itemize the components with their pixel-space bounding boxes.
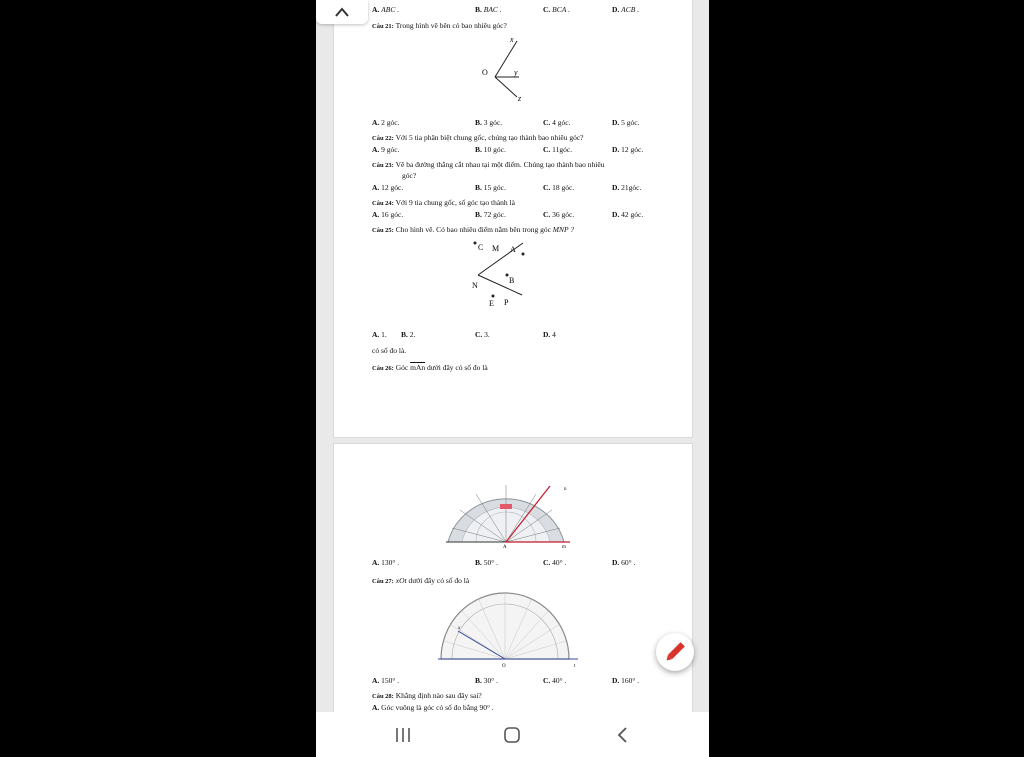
fig-label-x: x <box>458 626 461 631</box>
q22-text: Câu 22: Với 5 tia phân biệt chung gốc, chúng tạo thành bao nhiêu góc? <box>372 133 584 142</box>
q23-option-b: B. 15 góc. <box>475 183 506 192</box>
q26-option-d: D. 60° . <box>612 558 636 567</box>
fig-label-y: y <box>514 68 518 77</box>
phone-screen <box>316 0 709 757</box>
fig-label-a: A <box>503 545 507 550</box>
q27-option-d: D. 160° . <box>612 676 640 685</box>
q21-option-a: A. 2 góc. <box>372 118 400 127</box>
q21-option-c: C. 4 góc. <box>543 118 571 127</box>
q22-option-d: D. 12 góc. <box>612 145 644 154</box>
q27-text: Câu 27: xOt dưới đây có số đo là <box>372 576 470 585</box>
q23-text-cont: góc? <box>402 171 417 180</box>
fig-label-a: A <box>510 245 516 254</box>
document-page-1 <box>333 0 693 438</box>
edit-button[interactable] <box>656 633 694 671</box>
q25-option-b: B. 2. <box>401 330 416 339</box>
q22-option-c: C. 11góc. <box>543 145 573 154</box>
fig-label-o: O <box>482 68 488 77</box>
q21-figure <box>479 35 529 101</box>
q24-text: Câu 24: Với 9 tia chung gốc, số góc tạo thành là <box>372 198 515 207</box>
q22-option-b: B. 10 góc. <box>475 145 506 154</box>
fig-label-t: t <box>574 664 576 669</box>
q26-text: Câu 26: Góc $\overline{mAn}$ dưới đây có số đo là <box>372 363 488 372</box>
android-nav-bar <box>316 712 709 757</box>
q21-option-b: B. 3 góc. <box>475 118 503 127</box>
q26-option-a: A. 130° . <box>372 558 400 567</box>
q27-option-a: A. 150° . <box>372 676 400 685</box>
q20-option-b: B. BAC . <box>475 5 502 14</box>
fig-label-x: x <box>510 35 514 44</box>
scroll-up-button[interactable] <box>316 0 368 24</box>
q24-option-a: A. 16 góc. <box>372 210 404 219</box>
q27-option-b: B. 30° . <box>475 676 499 685</box>
q25-text: Câu 25: Cho hình vẽ. Có bao nhiêu điểm nằm bên trong góc MNP ? <box>372 225 575 234</box>
q21-text: Câu 21: Trong hình vẽ bên có bao nhiêu góc? <box>372 21 507 30</box>
fig-label-o: O <box>502 664 506 669</box>
fig-label-e: E <box>489 299 494 308</box>
back-icon[interactable] <box>616 726 630 744</box>
q28-option-a: A. Góc vuông là góc có số đo bằng 90° . <box>372 703 494 712</box>
chevron-up-icon <box>316 0 368 24</box>
q26-option-c: C. 40° . <box>543 558 567 567</box>
q26-option-b: B. 50° . <box>475 558 499 567</box>
q25-option-c: C. 3. <box>475 330 490 339</box>
q21-option-d: D. 5 góc. <box>612 118 640 127</box>
q23-option-a: A. 12 góc. <box>372 183 404 192</box>
q20-option-d: D. ACB . <box>612 5 640 14</box>
q24-option-d: D. 42 góc. <box>612 210 644 219</box>
q25-option-d: D. 4 <box>543 330 556 339</box>
q23-text: Câu 23: Vẽ ba đường thẳng cắt nhau tại một điểm. Chúng tạo thành bao nhiêu <box>372 160 605 169</box>
q28-text: Câu 28: Khẳng định nào sau đây sai? <box>372 691 482 700</box>
fig-label-z: z <box>518 94 522 101</box>
q23-option-d: D. 21góc. <box>612 183 642 192</box>
pencil-icon <box>656 633 694 671</box>
q22-option-a: A. 9 góc. <box>372 145 400 154</box>
recent-apps-icon[interactable] <box>394 727 412 743</box>
home-icon[interactable] <box>503 726 521 744</box>
q24-option-c: C. 36 góc. <box>543 210 575 219</box>
fig-label-c: C <box>478 243 484 252</box>
fig-label-n: n <box>564 487 567 492</box>
fig-label-p: P <box>504 298 509 307</box>
document-page-2 <box>333 443 693 720</box>
fig-label-n: N <box>472 281 478 290</box>
q24-option-b: B. 72 góc. <box>475 210 506 219</box>
fig-label-m: m <box>562 545 566 550</box>
q25-figure <box>468 241 548 321</box>
q25-option-a: A. 1. <box>372 330 387 339</box>
q20-option-c: C. BCA . <box>543 5 570 14</box>
q27-option-c: C. 40° . <box>543 676 567 685</box>
q20-option-a: A. ABC . <box>372 5 400 14</box>
q27-protractor-figure <box>438 589 588 669</box>
fig-label-b: B <box>509 276 515 285</box>
fig-label-m: M <box>492 244 500 253</box>
q23-option-c: C. 18 góc. <box>543 183 575 192</box>
q26-protractor-figure <box>446 482 576 550</box>
q25-trail-text: có số đo là. <box>372 346 407 355</box>
